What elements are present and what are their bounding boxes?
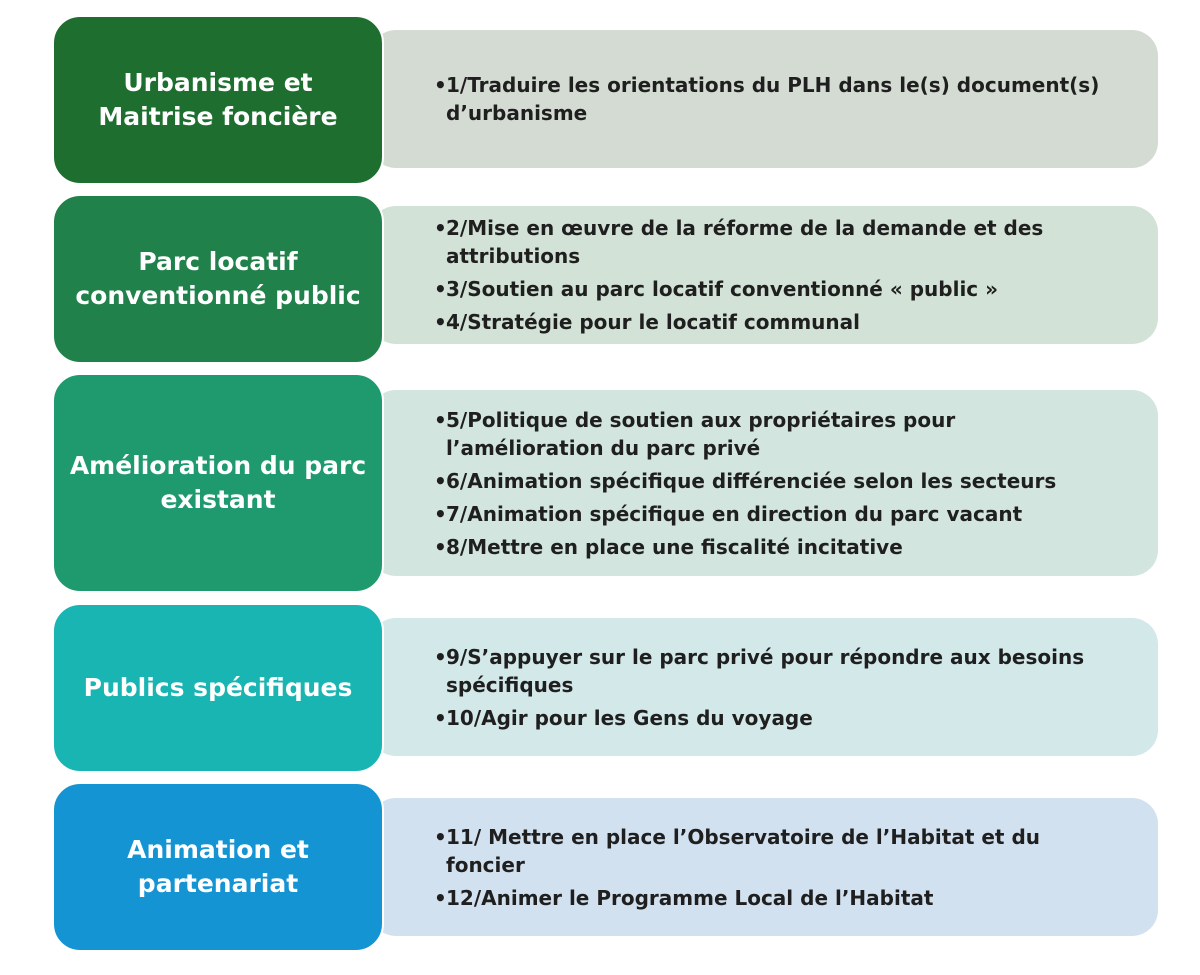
- action-item: • 10/Agir pour les Gens du voyage: [434, 704, 1116, 732]
- action-item: • 12/Animer le Programme Local de l’Habitat: [434, 884, 1116, 912]
- action-item: • 1/Traduire les orientations du PLH dans le(s) document(s) d’urbanisme: [434, 71, 1116, 127]
- actions-panel: [370, 30, 1158, 168]
- actions-panel: [370, 798, 1158, 936]
- category-title: Parc locatif conventionné public: [75, 247, 361, 310]
- category-title: Amélioration du parc existant: [69, 451, 367, 514]
- actions-list: [434, 823, 1158, 912]
- category-box: [52, 603, 384, 773]
- actions-list: [434, 643, 1158, 732]
- action-item: • 6/Animation spécifique différenciée selon les secteurs: [434, 467, 1116, 495]
- category-box: [52, 15, 384, 185]
- action-item: • 9/S’appuyer sur le parc privé pour répondre aux besoins spécifiques: [434, 643, 1116, 699]
- category-title: Publics spécifiques: [83, 673, 353, 702]
- action-item: • 7/Animation spécifique en direction du parc vacant: [434, 500, 1116, 528]
- actions-panel: [370, 618, 1158, 756]
- action-item: • 3/Soutien au parc locatif conventionné « public »: [434, 275, 1116, 303]
- actions-panel: [370, 390, 1158, 576]
- action-item: • 8/Mettre en place une fiscalité incitative: [434, 533, 1116, 561]
- action-item: • 5/Politique de soutien aux propriétaires pour l’amélioration du parc privé: [434, 406, 1116, 462]
- actions-panel: [370, 206, 1158, 344]
- action-item: • 11/ Mettre en place l’Observatoire de l’Habitat et du foncier: [434, 823, 1116, 879]
- actions-list: [434, 214, 1158, 336]
- category-box: [52, 373, 384, 593]
- category-title: Urbanisme et Maitrise foncière: [98, 68, 338, 131]
- category-title: Animation et partenariat: [127, 835, 309, 898]
- actions-list: [434, 71, 1158, 127]
- action-item: • 4/Stratégie pour le locatif communal: [434, 308, 1116, 336]
- category-box: [52, 194, 384, 364]
- category-box: [52, 782, 384, 952]
- action-item: • 2/Mise en œuvre de la réforme de la demande et des attributions: [434, 214, 1116, 270]
- actions-list: [434, 406, 1158, 561]
